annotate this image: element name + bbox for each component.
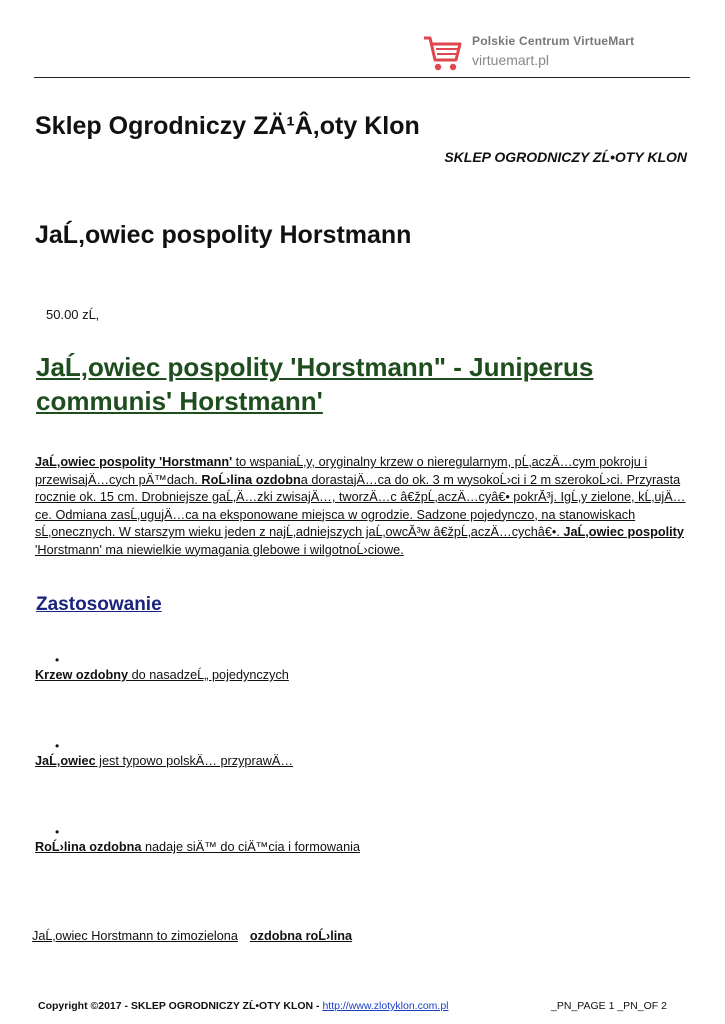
desc-bold-1: JaĹ‚owiec pospolity 'Horstmann' (35, 455, 233, 469)
bullet-icon: • (55, 653, 60, 667)
header-divider (34, 77, 690, 78)
list-item (35, 824, 360, 854)
summary-line (32, 929, 352, 943)
shopping-cart-icon (420, 30, 464, 74)
summary-text: JaĹ‚owiec Horstmann to zimozielona (32, 929, 238, 943)
list-item (35, 738, 293, 768)
list-item-bold: JaĹ‚owiec (35, 754, 96, 768)
list-item-text: nadaje siÄ™ do ciÄ™cia i formowania (141, 840, 361, 854)
usage-heading: Zastosowanie (36, 594, 162, 615)
logo-domain: virtuemart.pl (472, 52, 550, 68)
desc-bold-3: JaĹ‚owiec pospolity (563, 525, 684, 539)
page-counter: _PN_PAGE 1 _PN_OF 2 (551, 1000, 667, 1012)
product-description (35, 454, 690, 559)
footer-link[interactable]: http://www.zlotyklon.com.pl (322, 1000, 449, 1012)
bullet-icon: • (55, 739, 60, 753)
list-item-text: jest typowo polskÄ… przyprawÄ… (95, 754, 294, 768)
summary-bold: ozdobna roĹ›lina (249, 929, 353, 943)
site-logo (420, 28, 650, 78)
content-heading: JaĹ‚owiec pospolity 'Horstmann" - Juniperus communis' Horstmann' (36, 352, 594, 416)
footer-copyright (38, 1000, 449, 1012)
desc-bold-2: RoĹ›lina ozdobn (201, 472, 301, 487)
product-price: 50.00 zĹ‚ (46, 307, 99, 322)
list-item-text: do nasadzeĹ„ pojedynczych (128, 668, 289, 682)
shop-title: Sklep Ogrodniczy ZÄ¹Â‚oty Klon (35, 112, 420, 140)
desc-text-3: 'Horstmann' ma niewielkie wymagania glebowe i wilgotnoĹ›ciowe. (35, 542, 404, 557)
desc-text-2: a dorastajÄ…ca do ok. 3 m wysokoĹ›ci i 2 m szerokoĹ›ci. Przyrasta rocznie ok. 15 cm. Drobniejsze gaĹ‚Ä…zki zwisajÄ…, tworzÄ…c â€žpĹ‚aczÄ…cyâ€• pokrĂ³j. IgĹ‚y zielone, kĹ‚ujÄ…ce. Odmiana zasĹ‚ugujÄ…ca na eksponowane miejsca w ogrodzie. Sadzone pojedynczo, na stanowiskach sĹ‚onecznych. W starszym wieku jeden z najĹ‚adniejszych jaĹ‚owcĂ³w â€žpĹ‚aczÄ…cychâ€•. (35, 472, 686, 539)
bullet-icon: • (55, 825, 60, 839)
list-item (35, 652, 289, 682)
product-title: JaĹ‚owiec pospolity Horstmann (35, 221, 412, 249)
shop-subtitle: SKLEP OGRODNICZY ZĹ•OTY KLON (444, 149, 687, 165)
list-item-bold: RoĹ›lina ozdobna (35, 840, 142, 854)
logo-title: Polskie Centrum VirtueMart (472, 34, 635, 48)
list-item-bold: Krzew ozdobny (35, 668, 129, 682)
copyright-text: Copyright ©2017 - SKLEP OGRODNICZY ZĹ•OTY KLON - (38, 1000, 323, 1012)
desc-text-1: to wspaniaĹ‚y, oryginalny krzew o nieregularnym, pĹ‚aczÄ…cym pokroju i przewisajÄ…cych pÄ™dach. (35, 455, 648, 487)
